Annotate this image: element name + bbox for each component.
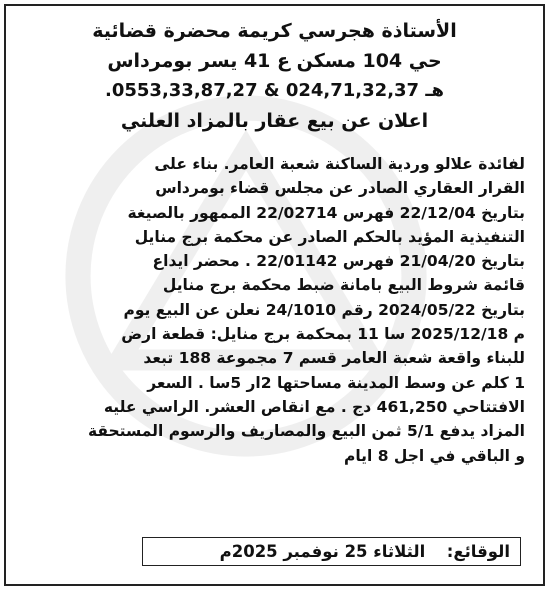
body-line: للبناء واقعة شعبة العامر قسم 7 مجموعة 188 تبعد bbox=[143, 349, 525, 368]
body-line: الافتتاحي 461,250 دج . مع انقاص العشر. الراسي عليه bbox=[103, 397, 525, 416]
footer-date: الثلاثاء 25 نوفمبر 2025م bbox=[219, 542, 426, 561]
notice-body bbox=[20, 152, 525, 468]
body-line: قائمة شروط البيع بامانة ضبط محكمة برج منايل bbox=[162, 276, 525, 295]
bailiff-name: الأستاذة هجرسي كريمة محضرة قضائية bbox=[92, 20, 457, 42]
body-line: التنفيذية المؤيد بالحكم الصادر عن محكمة برج منايل bbox=[134, 227, 525, 246]
body-line: م 2025/12/18 سا 11 بمحكمة برج منايل: قطعة ارض bbox=[121, 325, 525, 344]
body-line: و الباقي في اجل 8 ايام bbox=[344, 446, 525, 465]
notice-title: اعلان عن بيع عقار بالمزاد العلني bbox=[120, 110, 429, 132]
body-line: بتاريخ 21/04/20 فهرس 22/01142 . محضر ايداع bbox=[152, 252, 525, 271]
bailiff-phones: هـ 024,71,32,37 & 0553,33,87,27. bbox=[105, 80, 444, 101]
body-line: 1 كلم عن وسط المدينة مساحتها 2ار 5سا . السعر bbox=[147, 373, 525, 392]
footer-label: الوقائع: bbox=[446, 542, 510, 561]
legal-notice bbox=[4, 4, 545, 586]
body-line: المزاد يدفع 5/1 ثمن البيع والمصاريف والرسوم المستحقة bbox=[87, 422, 525, 441]
notice-header bbox=[6, 16, 543, 136]
publication-date-box bbox=[142, 537, 521, 566]
body-line: بتاريخ 22/12/04 فهرس 22/02714 الممهور بالصيغة bbox=[127, 203, 525, 222]
body-line: القرار العقاري الصادر عن مجلس قضاء بومرداس bbox=[155, 179, 525, 198]
bailiff-address: حي 104 مسكن ع 41 يسر بومرداس bbox=[107, 50, 442, 72]
body-line: لفائدة علالو وردية الساكنة شعبة العامر. بناء على bbox=[154, 155, 525, 173]
body-line: بتاريخ 2024/05/22 رقم 24/1010 نعلن عن البيع يوم bbox=[123, 300, 525, 319]
